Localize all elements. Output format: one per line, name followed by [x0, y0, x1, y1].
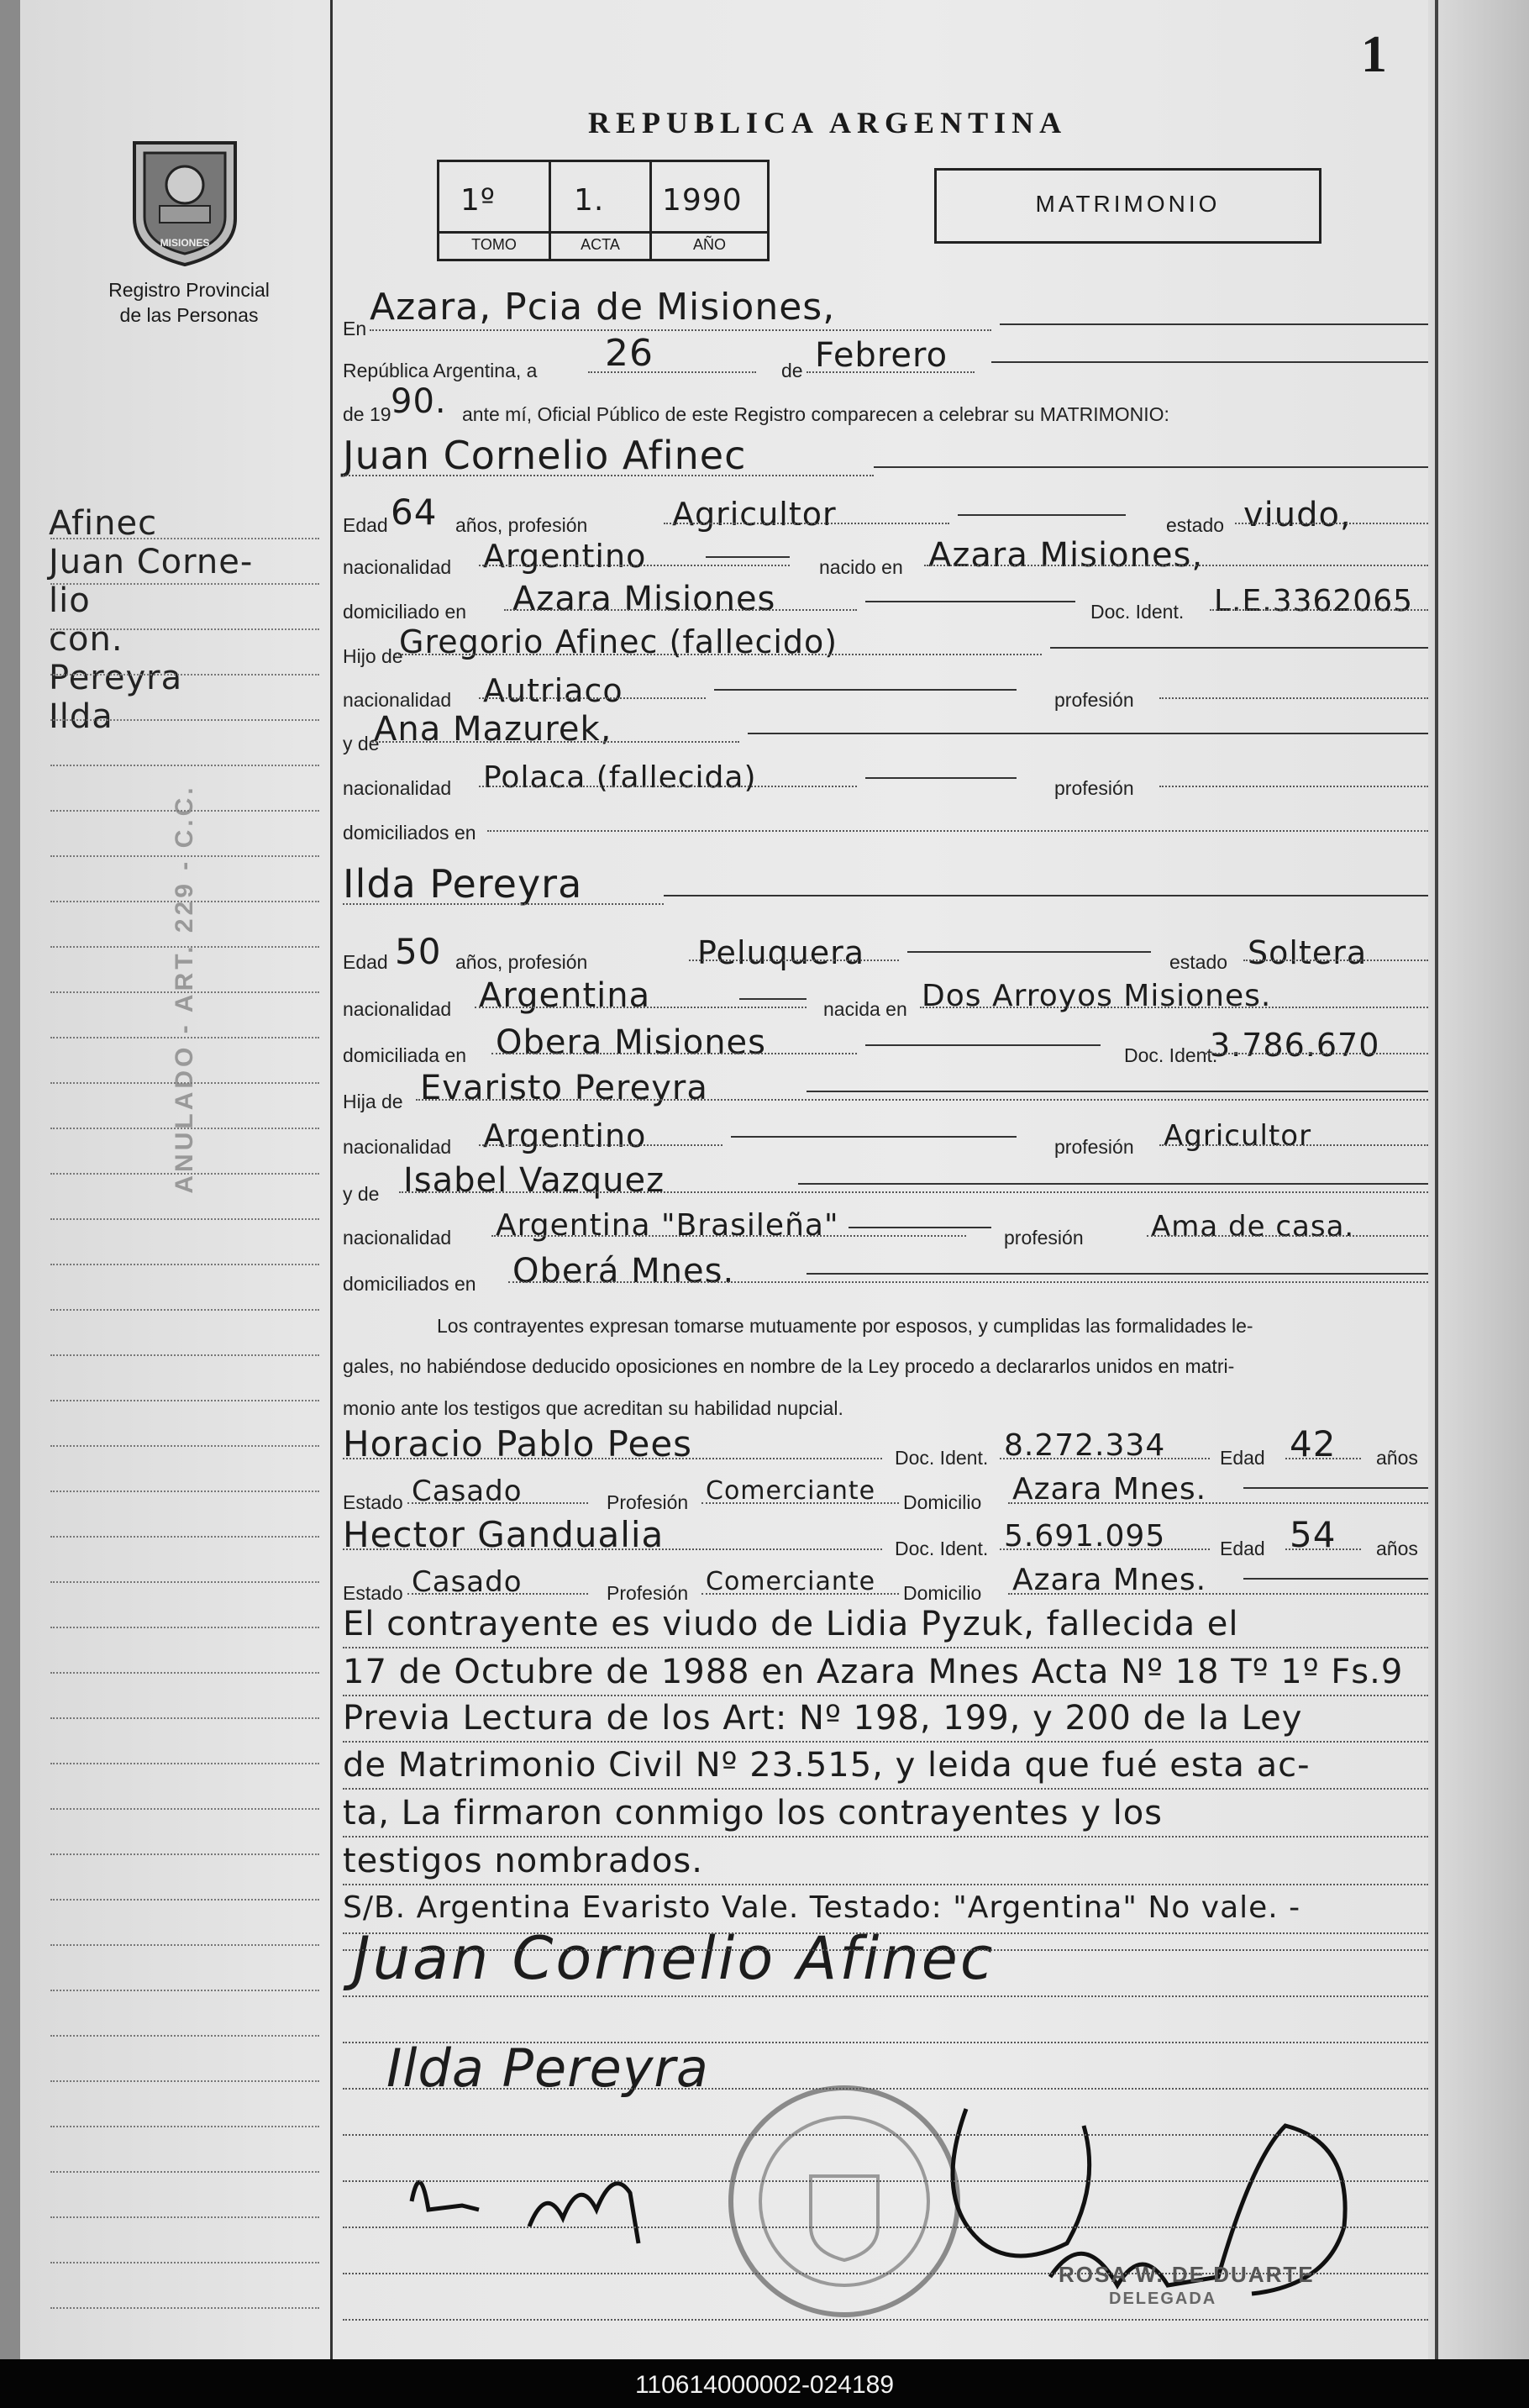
fill-line — [508, 1281, 1428, 1283]
registry-name — [50, 277, 328, 328]
witness-signatures — [395, 2126, 664, 2260]
fill-line — [370, 741, 739, 743]
witness-name: Hector Gandualia — [343, 1514, 665, 1555]
fill-line — [416, 1099, 1428, 1101]
witness-doc: 5.691.095 — [1004, 1519, 1166, 1554]
fill-line — [706, 556, 790, 558]
fill-line — [865, 1044, 1101, 1046]
groom-prof-label: años, profesión — [455, 514, 588, 536]
margin-rule-line — [50, 810, 319, 812]
margin-rule-line — [50, 1853, 319, 1855]
bride-mother-prof: Ama de casa. — [1151, 1210, 1355, 1243]
note-line: Previa Lectura de los Art: Nº 198, 199, y 200 de la Ley — [343, 1699, 1303, 1738]
groom-father-nac: Autriaco — [483, 672, 623, 709]
note-line: testigos nombrados. — [343, 1842, 703, 1880]
bride-hija-label: Hija de — [343, 1091, 403, 1112]
margin-rule-line — [50, 1264, 319, 1265]
margin-stamp: ANULADO - ART. 229 - C.C. — [171, 784, 198, 1194]
witness-anos-label: años — [1376, 1538, 1418, 1559]
fill-line — [1243, 1487, 1428, 1489]
witness-profesion: Comerciante — [706, 1567, 876, 1596]
fill-line — [343, 475, 874, 476]
fill-line — [664, 895, 1428, 896]
bride-name: Ilda Pereyra — [343, 861, 583, 907]
fill-line — [407, 1502, 588, 1504]
bride-signature: Ilda Pereyra — [386, 2037, 709, 2099]
fill-line — [343, 1695, 1428, 1696]
witness-profesion: Comerciante — [706, 1476, 876, 1506]
fill-line — [865, 601, 1075, 602]
margin-rule-line — [50, 855, 319, 857]
fill-line — [807, 371, 975, 373]
margin-rule-line — [50, 538, 319, 539]
margin-rule-line — [50, 1627, 319, 1628]
declaration-line: gales, no habiéndose deducido oposiciones en nombre de la Ley procedo a declararlos unidos en matri- — [343, 1355, 1235, 1377]
margin-rule-line — [50, 1082, 319, 1084]
declaration-line: monio ante los testigos que acreditan su habilidad nupcial. — [343, 1397, 843, 1419]
registry-line-1: Registro Provincial — [108, 279, 270, 301]
fill-line — [1000, 1548, 1210, 1550]
tomo-label: TOMO — [471, 236, 517, 253]
fill-line — [343, 2088, 1428, 2090]
margin-rule-line — [50, 1899, 319, 1901]
margin-rule-line — [50, 2216, 319, 2218]
bride-estado-label: estado — [1169, 951, 1228, 973]
fill-line — [1235, 523, 1428, 524]
fill-line — [1243, 960, 1428, 961]
margin-note-line: Ilda — [49, 697, 113, 736]
note-line: ta, La firmaron conmigo los contrayentes y los — [343, 1794, 1164, 1832]
groom-doc: L.E.3362065 — [1214, 584, 1414, 618]
year-value: 90. — [391, 382, 447, 421]
book-binding — [0, 0, 20, 2359]
registry-line-2: de las Personas — [119, 304, 259, 326]
margin-rule-line — [50, 1445, 319, 1447]
witness-estado: Casado — [412, 1565, 523, 1599]
record-type-box — [934, 168, 1321, 244]
margin-rule-line — [50, 1944, 319, 1946]
fill-line — [1206, 1053, 1428, 1054]
groom-mother-nac-label: nacionalidad — [343, 777, 452, 799]
groom-edad: 64 — [391, 492, 438, 533]
margin-rule-line — [50, 1309, 319, 1311]
fill-line — [479, 697, 706, 699]
fill-line — [1285, 1458, 1361, 1459]
fill-line — [343, 2134, 1428, 2136]
fill-line — [487, 830, 1428, 832]
witness-edad: 42 — [1290, 1423, 1337, 1464]
fill-line — [807, 1091, 1428, 1092]
fill-line — [807, 1273, 1428, 1275]
fill-line — [343, 1932, 1428, 1934]
officer-stamp-role: DELEGADA — [1109, 2290, 1217, 2308]
fill-line — [407, 1593, 588, 1595]
bride-prof-label: años, profesión — [455, 951, 588, 973]
bride-mother-nac: Argentina "Brasileña" — [496, 1208, 839, 1243]
margin-rule-line — [50, 1808, 319, 1810]
fill-line — [664, 523, 949, 524]
witness-domicilio: Azara Mnes. — [1012, 1472, 1207, 1506]
fill-line — [343, 2319, 1428, 2321]
witness-dom-label: Domicilio — [903, 1491, 982, 1513]
fill-line — [1159, 786, 1428, 787]
fill-line — [1147, 1235, 1428, 1237]
footer-id: 110614000002-024189 — [634, 2371, 895, 2399]
groom-edad-label: Edad — [343, 514, 388, 536]
fill-line — [475, 1007, 807, 1008]
bride-estado: Soltera — [1248, 934, 1368, 971]
fill-line — [701, 1593, 899, 1595]
bride-profesion: Peluquera — [697, 934, 865, 971]
margin-rule-line — [50, 2035, 319, 2037]
bride-doc: 3.786.670 — [1210, 1027, 1380, 1064]
fill-line — [504, 609, 857, 611]
place-value: Azara, Pcia de Misiones, — [370, 286, 836, 329]
note-line: El contrayente es viudo de Lidia Pyzuk, fallecida el — [343, 1605, 1239, 1643]
fill-line — [491, 1235, 966, 1237]
fill-line — [748, 733, 1428, 734]
fill-line — [343, 2180, 1428, 2182]
witness-estado-label: Estado — [343, 1491, 403, 1513]
margin-rule-line — [50, 1763, 319, 1764]
fill-line — [1000, 1458, 1210, 1459]
fill-line — [1050, 647, 1428, 649]
margin-rule-line — [50, 1990, 319, 1991]
groom-nac-label: nacionalidad — [343, 556, 452, 578]
margin-rule-line — [50, 1717, 319, 1719]
witness-doc: 8.272.334 — [1004, 1428, 1166, 1463]
fill-line — [689, 960, 899, 961]
groom-name: Juan Cornelio Afinec — [343, 433, 747, 478]
fill-line — [343, 2273, 1428, 2274]
fill-line — [343, 1741, 1428, 1743]
groom-parents-dom-label: domiciliados en — [343, 822, 476, 844]
margin-rule-line — [50, 583, 319, 585]
fill-line — [920, 1007, 1428, 1008]
margin-rule-line — [50, 1491, 319, 1492]
bride-nac: Argentina — [479, 976, 651, 1015]
fill-line — [395, 654, 1042, 655]
republica-label: República Argentina, a — [343, 360, 538, 381]
margin-rule-line — [50, 946, 319, 948]
bride-doc-label: Doc. Ident. — [1124, 1044, 1218, 1066]
margin-rule-line — [50, 1581, 319, 1583]
witness-doc-label: Doc. Ident. — [895, 1447, 989, 1469]
margin-rule-line — [50, 1128, 319, 1129]
fill-line — [924, 565, 1428, 566]
witness-domicilio: Azara Mnes. — [1012, 1563, 1207, 1597]
groom-estado: viudo, — [1243, 496, 1352, 534]
bride-father-prof-label: profesión — [1054, 1136, 1134, 1158]
bride-father-prof: Agricultor — [1164, 1119, 1312, 1153]
fill-line — [1008, 1593, 1428, 1595]
margin-rule-line — [50, 1218, 319, 1220]
margin-rule-line — [50, 2126, 319, 2127]
groom-nac: Argentino — [483, 538, 647, 575]
fill-line — [739, 998, 807, 1000]
groom-doc-label: Doc. Ident. — [1090, 601, 1185, 623]
bride-nac-label: nacionalidad — [343, 998, 452, 1020]
fill-line — [479, 786, 857, 787]
ano-label: AÑO — [692, 236, 726, 253]
fill-line — [343, 2227, 1428, 2228]
fill-line — [714, 689, 1017, 691]
margin-rule-line — [50, 1536, 319, 1538]
margin-rule-line — [50, 2080, 319, 2082]
groom-dom-label: domiciliado en — [343, 601, 467, 623]
groom-nacido-en: Azara Misiones, — [928, 536, 1204, 575]
margin-note-line: lio — [49, 581, 91, 620]
bride-parents-dom: Oberá Mnes. — [512, 1252, 735, 1291]
note-line: S/B. Argentina Evaristo Vale. Testado: "Argentina" No vale. - — [343, 1890, 1301, 1925]
witness-prof-label: Profesión — [607, 1582, 689, 1604]
tomo-value: 1º — [460, 183, 496, 218]
fill-line — [343, 1548, 882, 1550]
witness-name: Horacio Pablo Pees — [343, 1423, 693, 1464]
fill-line — [343, 1788, 1428, 1790]
bride-father-nac: Argentino — [483, 1117, 647, 1154]
seal-text: MISIONES — [160, 237, 210, 249]
bride-parents-dom-label: domiciliados en — [343, 1273, 476, 1295]
margin-note-line: Pereyra — [49, 659, 183, 697]
intro-text: ante mí, Oficial Público de este Registro comparecen a celebrar su MATRIMONIO: — [462, 403, 1169, 425]
bride-dom-label: domiciliada en — [343, 1044, 467, 1066]
margin-rule-line — [50, 901, 319, 902]
margin-rule-line — [50, 765, 319, 766]
year-prefix: de 19 — [343, 403, 391, 425]
record-type: MATRIMONIO — [1035, 191, 1221, 217]
margin-rule-line — [50, 991, 319, 993]
bride-domicilio: Obera Misiones — [496, 1023, 767, 1062]
fill-line — [1008, 1502, 1428, 1504]
fill-line — [491, 1053, 857, 1054]
fill-line — [874, 466, 1428, 468]
margin-note-line: Juan Corne- — [49, 543, 254, 581]
fill-line — [1000, 323, 1428, 325]
groom-mother-prof-label: profesión — [1054, 777, 1134, 799]
fill-line — [1285, 1548, 1361, 1550]
witness-doc-label: Doc. Ident. — [895, 1538, 989, 1559]
witness-dom-label: Domicilio — [903, 1582, 982, 1604]
fill-line — [588, 371, 756, 373]
fill-line — [1243, 1578, 1428, 1580]
groom-mother: Ana Mazurek, — [374, 710, 612, 749]
left-column-rule — [330, 0, 333, 2359]
witness-estado-label: Estado — [343, 1582, 403, 1604]
margin-rule-line — [50, 674, 319, 676]
ano-value: 1990 — [662, 183, 743, 218]
fill-line — [343, 2042, 1428, 2043]
fill-line — [1210, 609, 1428, 611]
groom-father: Gregorio Afinec (fallecido) — [399, 623, 838, 660]
declaration-line: Los contrayentes expresan tomarse mutuamente por esposos, y cumplidas las formalidades le- — [437, 1315, 1253, 1337]
margin-rule-line — [50, 2171, 319, 2173]
margin-note-line: Afinec — [49, 504, 158, 543]
fill-line — [958, 514, 1126, 516]
witness-edad: 54 — [1290, 1514, 1337, 1555]
bride-nacida-label: nacida en — [823, 998, 907, 1020]
fill-line — [731, 1136, 1017, 1138]
fill-line — [370, 329, 991, 331]
bride-yde-label: y de — [343, 1183, 380, 1205]
witness-anos-label: años — [1376, 1447, 1418, 1469]
fill-line — [343, 1458, 882, 1459]
fill-line — [907, 951, 1151, 953]
witness-edad-label: Edad — [1220, 1538, 1265, 1559]
fill-line — [343, 1884, 1428, 1885]
margin-rule-line — [50, 1173, 319, 1175]
groom-signature: Juan Cornelio Afinec — [353, 1924, 996, 1993]
witness-estado: Casado — [412, 1475, 523, 1508]
fill-line — [343, 1647, 1428, 1648]
groom-yde-label: y de — [343, 733, 380, 754]
bride-mother: Isabel Vazquez — [403, 1161, 665, 1200]
groom-profesion: Agricultor — [672, 496, 837, 533]
margin-rule-line — [50, 2307, 319, 2309]
groom-mother-nac: Polaca (fallecida) — [483, 760, 757, 795]
groom-father-prof-label: profesión — [1054, 689, 1134, 711]
note-line: 17 de Octubre de 1988 en Azara Mnes Acta Nº 18 Tº 1º Fs.9 — [343, 1653, 1404, 1691]
fill-line — [798, 1183, 1428, 1185]
margin-rule-line — [50, 628, 319, 630]
groom-father-nac-label: nacionalidad — [343, 689, 452, 711]
tomo-acta-ano-box — [437, 160, 770, 261]
page-number: 1 — [1361, 26, 1387, 83]
page-edge-line — [1435, 0, 1438, 2359]
bride-mother-prof-label: profesión — [1004, 1227, 1084, 1249]
groom-hijo-label: Hijo de — [343, 645, 403, 667]
margin-rule-line — [50, 1400, 319, 1401]
bride-father: Evaristo Pereyra — [420, 1069, 708, 1107]
fill-line — [701, 1502, 899, 1504]
margin-note-line: con. — [49, 620, 123, 659]
acta-label: ACTA — [581, 236, 620, 253]
groom-domicilio: Azara Misiones — [512, 580, 776, 618]
fill-line — [991, 361, 1428, 363]
de-label: de — [781, 360, 803, 381]
page-edge — [1428, 0, 1529, 2359]
margin-rule-line — [50, 1037, 319, 1038]
fill-line — [865, 777, 1017, 779]
month-value: Febrero — [815, 336, 948, 375]
fill-line — [849, 1227, 991, 1228]
groom-estado-label: estado — [1166, 514, 1225, 536]
bride-nacida-en: Dos Arroyos Misiones. — [922, 979, 1272, 1013]
fill-line — [1159, 1144, 1428, 1146]
witness-edad-label: Edad — [1220, 1447, 1265, 1469]
margin-rule-line — [50, 1672, 319, 1674]
fill-line — [343, 1836, 1428, 1838]
margin-rule-line — [50, 2262, 319, 2263]
bride-edad-label: Edad — [343, 951, 388, 973]
registry-seal — [126, 134, 244, 269]
en-label: En — [343, 318, 367, 339]
margin-rule-line — [50, 719, 319, 721]
witness-prof-label: Profesión — [607, 1491, 689, 1513]
officer-stamp-name: ROSA W. DE DUARTE — [1059, 2262, 1315, 2287]
fill-line — [479, 1144, 722, 1146]
bride-mother-nac-label: nacionalidad — [343, 1227, 452, 1249]
fill-line — [479, 565, 790, 566]
note-line: de Matrimonio Civil Nº 23.515, y leida que fué esta ac- — [343, 1746, 1311, 1785]
fill-line — [343, 1949, 1428, 1951]
country-title: REPUBLICA ARGENTINA — [588, 106, 1068, 139]
fill-line — [343, 1995, 1428, 1997]
margin-rule-line — [50, 1354, 319, 1356]
groom-nacido-label: nacido en — [819, 556, 903, 578]
day-value: 26 — [605, 332, 654, 375]
fill-line — [399, 1191, 1428, 1193]
bride-father-nac-label: nacionalidad — [343, 1136, 452, 1158]
acta-value: 1. — [574, 183, 605, 218]
fill-line — [343, 903, 664, 905]
bride-edad: 50 — [395, 931, 442, 972]
fill-line — [1159, 697, 1428, 699]
